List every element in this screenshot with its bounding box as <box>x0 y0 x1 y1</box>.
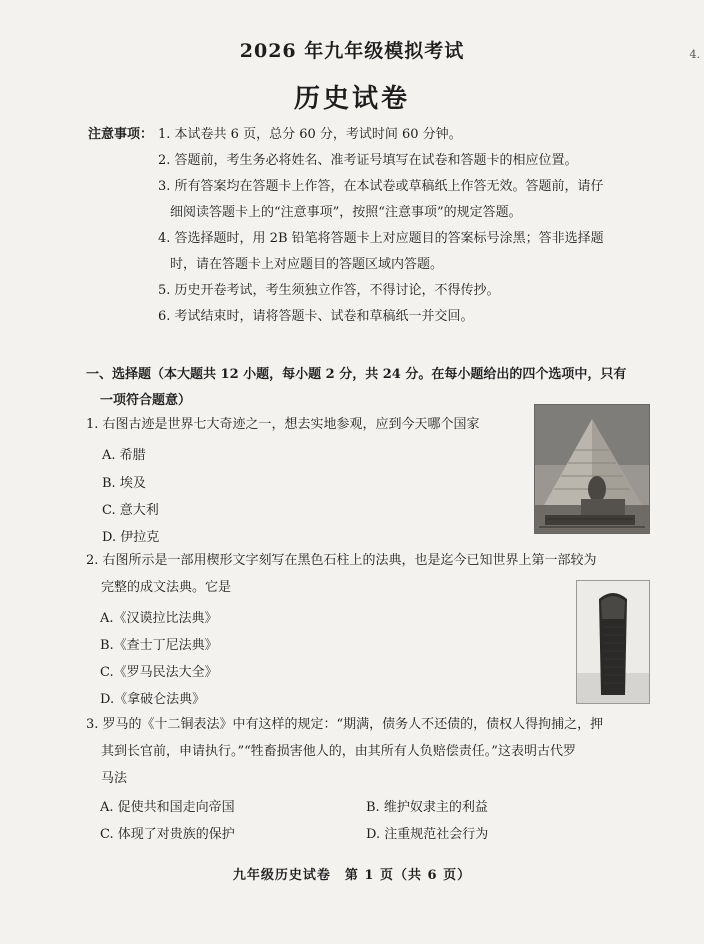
q3-stem-line1: 3. 罗马的《十二铜表法》中有这样的规定：“期满，债务人不还债的，债权人得拘捕之，押 <box>86 717 604 732</box>
note-item: 1. 本试卷共 6 页，总分 60 分，考试时间 60 分钟。 <box>158 127 462 142</box>
q3-option-b: B. 维护奴隶主的利益 <box>366 800 488 815</box>
q1-option-b: B. 埃及 <box>102 476 146 491</box>
q3-stem-line2: 其到长官前，申请执行。”“牲畜损害他人的，由其所有人负赔偿责任。”这表明古代罗 <box>101 744 576 759</box>
q2-stem-line2: 完整的成文法典。它是 <box>101 580 232 595</box>
note-item: 细阅读答题卡上的“注意事项”，按照“注意事项”的规定答题。 <box>170 205 522 220</box>
section-line: 一项符合题意） <box>100 393 192 408</box>
q1-option-d: D. 伊拉克 <box>102 530 160 545</box>
pyramid-sphinx-photo <box>534 404 650 534</box>
q2-option-c: C.《罗马民法大全》 <box>100 665 218 680</box>
note-item: 5. 历史开卷考试，考生须独立作答，不得讨论，不得传抄。 <box>158 283 500 298</box>
notes-heading: 注意事项： <box>88 127 154 142</box>
notes-block <box>88 122 668 330</box>
note-item: 时，请在答题卡上对应题目的答题区域内答题。 <box>170 257 444 272</box>
note-item: 4. 答选择题时，用 2B 铅笔将答题卡上对应题目的答案标号涂黑；答非选择题 <box>158 231 604 246</box>
q2-option-b: B.《查士丁尼法典》 <box>100 638 218 653</box>
q3-option-a: A. 促使共和国走向帝国 <box>100 800 235 815</box>
hammurabi-stele-photo <box>576 580 650 704</box>
q3-option-c: C. 体现了对贵族的保护 <box>100 827 235 842</box>
q3-stem-line3: 马法 <box>101 771 128 786</box>
page-footer: 九年级历史试卷 第 1 页（共 6 页） <box>232 868 472 883</box>
q2-stem-line1: 2. 右图所示是一部用楔形文字刻写在黑色石柱上的法典，也是迄今已知世界上第一部较为 <box>86 553 597 568</box>
q1-stem: 1. 右图古迹是世界七大奇迹之一，想去实地参观，应到今天哪个国家 <box>86 417 480 432</box>
subject-title: 历史试卷 <box>293 84 410 114</box>
q1-option-c: C. 意大利 <box>102 503 159 518</box>
note-item: 3. 所有答案均在答题卡上作答，在本试卷或草稿纸上作答无效。答题前，请仔 <box>158 179 604 194</box>
section-line: 一、选择题（本大题共 12 小题，每小题 2 分，共 24 分。在每小题给出的四个选项中，只有 <box>86 367 627 382</box>
note-item: 2. 答题前，考生务必将姓名、准考证号填写在试卷和答题卡的相应位置。 <box>158 153 578 168</box>
q1-option-a: A. 希腊 <box>102 448 146 463</box>
exam-title: 2026 年九年级模拟考试 <box>239 40 465 62</box>
corner-mark: 4. <box>689 48 700 61</box>
q3-option-d: D. 注重规范社会行为 <box>366 827 489 842</box>
q2-option-a: A.《汉谟拉比法典》 <box>100 611 218 626</box>
note-item: 6. 考试结束时，请将答题卡、试卷和草稿纸一并交回。 <box>158 309 474 324</box>
q2-option-d: D.《拿破仑法典》 <box>100 692 206 707</box>
